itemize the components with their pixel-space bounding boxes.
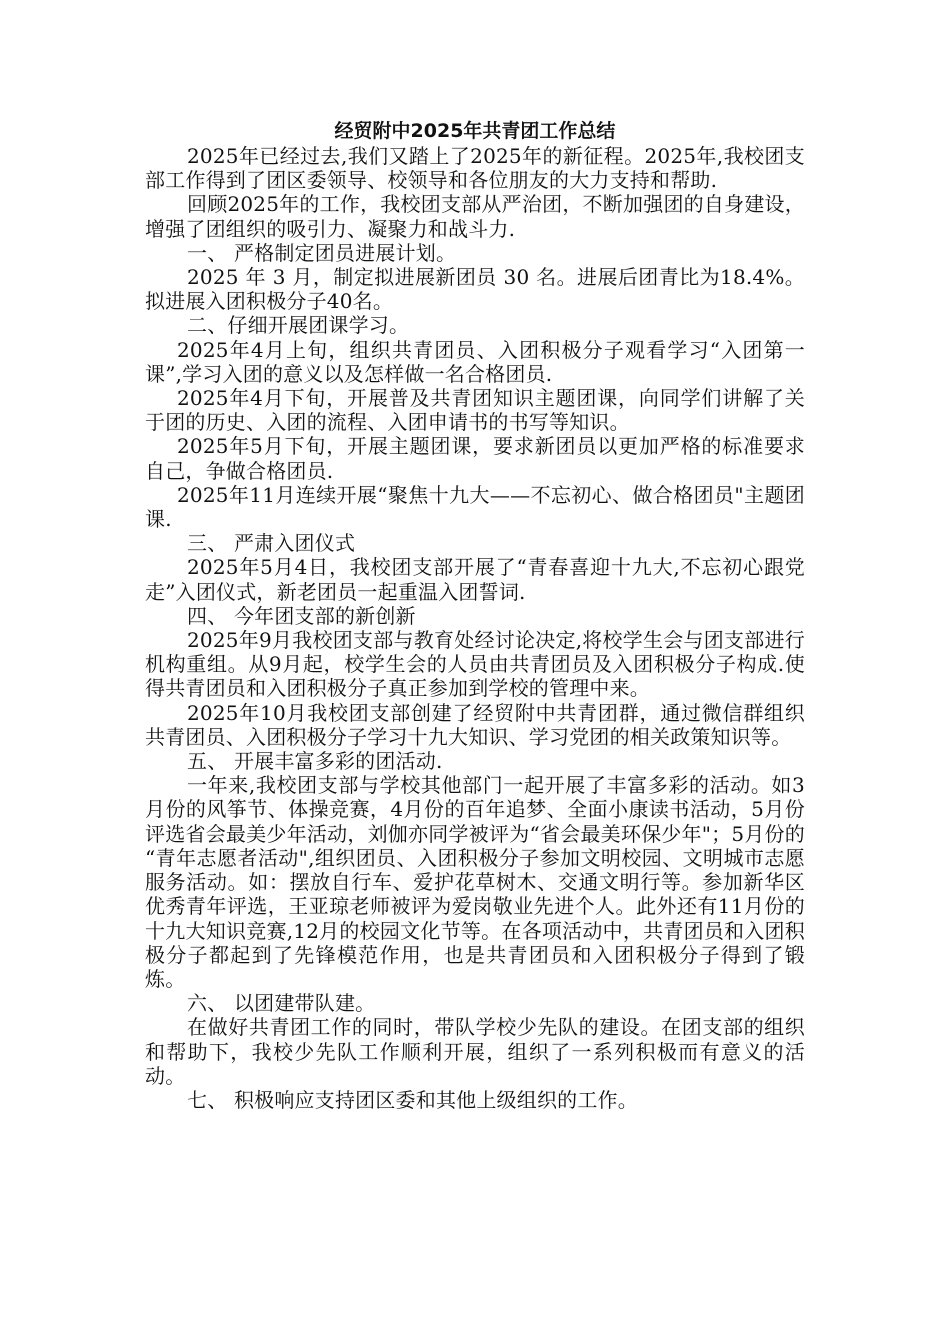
document-title: 经贸附中2025年共青团工作总结 — [334, 120, 616, 142]
paragraph-restructure: 2025年9月我校团支部与教育处经讨论决定,将校学生会与团支部进行机构重组。从9月起，校学生会的人员由共青团员及入团积极分子构成.使得共青团员和入团积极分子真正参加到学校的管理中来。 — [145, 628, 805, 701]
paragraph-ceremony: 2025年5月4日，我校团支部开展了“青春喜迎十九大,不忘初心跟党走”入团仪式，新老团员一起重温入团誓词. — [145, 555, 805, 604]
section-heading-1: 一、 严格制定团员进展计划。 — [187, 240, 457, 265]
document-page — [145, 119, 805, 1112]
section-heading-5: 五、 开展丰富多彩的团活动. — [187, 749, 443, 774]
section-heading-7: 七、 积极响应支持团区委和其他上级组织的工作。 — [187, 1087, 638, 1112]
paragraph-activities: 一年来,我校团支部与学校其他部门一起开展了丰富多彩的活动。如3月份的风筝节、体操竞赛，4月份的百年追梦、全面小康读书活动，5月份评选省会最美少年活动，刘伽亦同学被评为“省会最美环保少年"；5月份的 “青年志愿者活动",组织团员、入团积极分子参加文明校园、文明城市志愿服务活动。如：摆放自行车、爱护花草树木、交通文明行等。参加新华区优秀青年评选，王亚琼老师被评为爱岗敬业先进个人。此外还有11月份的十九大知识竞赛,12月的校园文化节等。在各项活动中，共青团员和入团积极分子都起到了先锋模范作用，也是共青团员和入团积极分子得到了锻炼。 — [145, 773, 805, 991]
paragraph-course-april-early: 2025年4月上旬，组织共青团员、入团积极分子观看学习“入团第一课”,学习入团的意义以及怎样做一名合格团员. — [145, 337, 805, 386]
section-heading-2: 二、仔细开展团课学习。 — [187, 313, 410, 338]
paragraph-course-april-late: 2025年4月下旬，开展普及共青团知识主题团课，向同学们讲解了关于团的历史、入团的流程、入团申请书的书写等知识。 — [145, 386, 805, 435]
section-heading-4: 四、 今年团支部的新创新 — [187, 603, 416, 628]
paragraph-course-may: 2025年5月下旬，开展主题团课，要求新团员以更加严格的标准要求自己，争做合格团员. — [145, 434, 805, 483]
paragraph-wechat-group: 2025年10月我校团支部创建了经贸附中共青团群，通过微信群组织共青团员、入团积极分子学习十九大知识、学习党团的相关政策知识等。 — [145, 700, 805, 749]
paragraph-course-november: 2025年11月连续开展“聚焦十九大——不忘初心、做合格团员"主题团课. — [145, 482, 805, 532]
section-heading-3: 三、 严肃入团仪式 — [187, 531, 356, 556]
section-heading-6: 六、 以团建带队建。 — [187, 991, 376, 1016]
paragraph-plan: 2025 年 3 月，制定拟进展新团员 30 名。进展后团青比为18.4%。拟进展入团积极分子40名。 — [145, 265, 805, 314]
paragraph-intro: 2025年已经过去,我们又踏上了2025年的新征程。2025年,我校团支部工作得到了团区委领导、校领导和各位朋友的大力支持和帮助. — [145, 144, 805, 193]
paragraph-young-pioneers: 在做好共青团工作的同时，带队学校少先队的建设。在团支部的组织和帮助下，我校少先队工作顺利开展，组织了一系列积极而有意义的活动。 — [145, 1015, 805, 1088]
paragraph-review: 回顾2025年的工作，我校团支部从严治团，不断加强团的自身建设，增强了团组织的吸引力、凝聚力和战斗力. — [145, 192, 805, 241]
